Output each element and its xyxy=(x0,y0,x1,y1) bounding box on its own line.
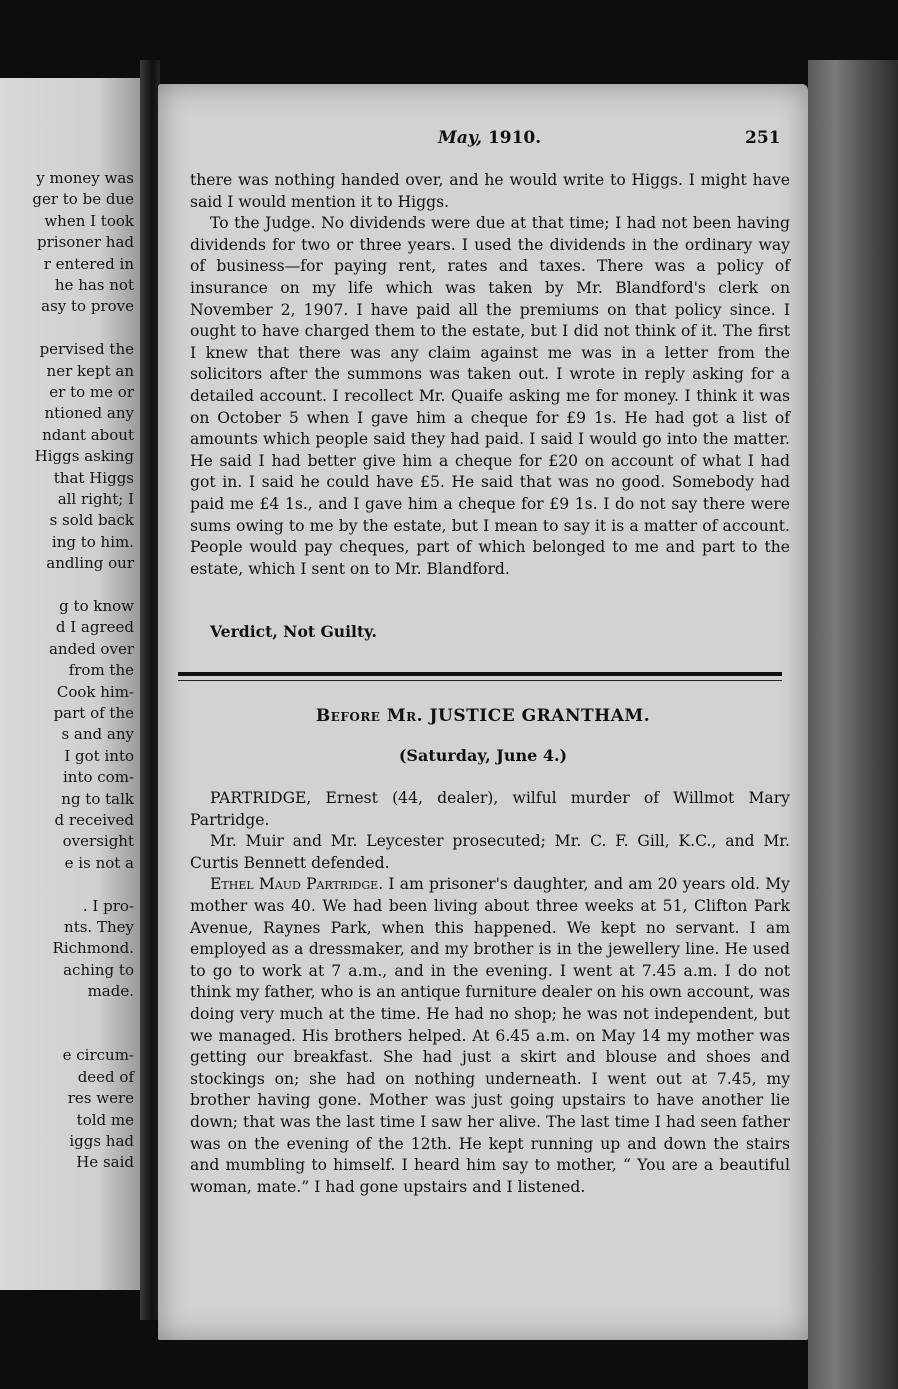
left-page-line: from the xyxy=(68,661,134,680)
left-page-line: iggs had xyxy=(69,1132,134,1150)
left-page-line: e is not a xyxy=(64,853,134,872)
left-page-line: res were xyxy=(67,1089,134,1108)
book-gutter xyxy=(140,60,160,1320)
left-page-line: told me xyxy=(76,1110,134,1129)
left-page-line: he has not xyxy=(54,276,134,294)
left-page-line: Higgs asking xyxy=(34,447,134,466)
left-page-line: prisoner had xyxy=(37,233,134,252)
left-page-line: s and any xyxy=(61,725,134,744)
left-page-line: ndant about xyxy=(42,425,134,444)
left-page-line: ner kept an xyxy=(46,361,134,380)
witness-testimony: Ethel Maud Partridge. I am prisoner's daughter, and am 20 years old. My mother was 40. We had been living about three weeks at 51, Clifton Park Avenue, Raynes Park, when this happened. We kept no servant. I am employed as a dressmaker, and my brother is in the jewellery line. He used to go to work at 7 a.m., and in the evening. I went at 7.45 a.m. I do not think my father, who is an antique furniture dealer on his own account, was doing very much at the time. He had no shop; he was not independent, but we managed. His brothers helped. At 6.45 a.m. on May 14 my mother was getting our breakfast. She had just a skirt and blouse and shoes and stockings on; she had on nothing underneath. I went out at 7.45, my brother having gone. Mother was just going upstairs to have another lie down; that was the last time I saw her alive. The last time I had seen father was on the evening of the 12th. He kept running up and down the stairs and mumbling to himself. I heard him say to mother, “ You are a beautiful woman, mate.” I had gone upstairs and I listened. xyxy=(190,875,790,1196)
left-page-line: nts. They xyxy=(64,918,134,936)
left-page-line: asy to prove xyxy=(41,297,134,316)
left-page-line: er to me or xyxy=(49,383,134,401)
counsel-line: Mr. Muir and Mr. Leycester prosecuted; Mr. C. F. Gill, K.C., and Mr. Curtis Bennett defended. xyxy=(190,832,790,872)
left-page-line: ng to talk xyxy=(61,789,134,808)
testimony-continued xyxy=(190,170,790,580)
left-page-line: andling our xyxy=(46,554,134,573)
verdict: Verdict, Not Guilty. xyxy=(210,622,377,641)
left-page-fragment xyxy=(0,78,140,1290)
left-page-line: aching to xyxy=(63,960,134,979)
header-date: May, 1910. xyxy=(438,128,542,148)
left-page-line: into com- xyxy=(62,768,134,787)
section-divider-thin xyxy=(178,680,782,681)
left-page-line: ger to be due xyxy=(32,190,134,209)
page-number: 251 xyxy=(745,128,781,148)
left-page-line: made. xyxy=(87,982,134,1001)
case-caption: PARTRIDGE, Ernest (44, dealer), wilful murder of Willmot Mary Partridge. xyxy=(190,789,790,829)
left-page-line: He said xyxy=(76,1153,134,1172)
left-page-line: all right; I xyxy=(57,490,134,508)
left-page-line: r entered in xyxy=(43,254,134,273)
left-page-line: y money was xyxy=(36,169,134,187)
left-page-line: Richmond. xyxy=(52,939,134,958)
left-page-line: d received xyxy=(54,811,134,829)
section-divider xyxy=(178,672,782,676)
left-page-line: ntioned any xyxy=(44,404,134,423)
left-page-line: part of the xyxy=(53,704,134,722)
section-heading: Before Mr. JUSTICE GRANTHAM. xyxy=(315,706,651,726)
paragraph: To the Judge. No dividends were due at that time; I had not been having dividends for two or three years. I used the dividends in the ordinary way of business—for paying rent, rates and taxes. There was a policy of insurance on my life which was taken by Mr. Blandford's clerk on November 2, 1907. I have paid all the premiums on that policy since. I ought to have charged them to the estate, but I did not think of it. The first I knew that there was any claim against me was in a letter from the solicitors after the summons was taken out. I wrote in reply asking for a detailed account. I recollect Mr. Quaife asking me for money. I think it was on October 5 when I gave him a cheque for £9 1s. He had got a list of amounts which people said they had paid. I said I would go into the matter. He said I had better give him a cheque for £20 on account of what I had got in. I said he could have £5. He said that was no good. Somebody had paid me £4 1s., and I gave him a cheque for £9 1s. I do not say there were sums owing to me by the estate, but I mean to say it is a matter of account. People would pay cheques, part of which belonged to me and part to the estate, which I sent on to Mr. Blandford. xyxy=(190,214,790,578)
left-page-line: anded over xyxy=(48,639,134,658)
left-page-line: I got into xyxy=(64,746,134,765)
left-page-line: g to know xyxy=(59,597,134,615)
witness-name: Ethel Maud Partridge. xyxy=(210,875,384,894)
left-page-line: deed of xyxy=(77,1067,134,1086)
left-page-line: ing to him. xyxy=(51,532,134,551)
left-page-line: oversight xyxy=(62,832,134,851)
left-page-line: e circum- xyxy=(62,1046,134,1065)
section-date: (Saturday, June 4.) xyxy=(398,746,568,765)
left-page-line: Cook him- xyxy=(56,682,134,701)
page-edge-shadow xyxy=(808,60,898,1389)
paragraph: there was nothing handed over, and he would write to Higgs. I might have said I would mention it to Higgs. xyxy=(190,171,790,211)
left-page-line: pervised the xyxy=(39,340,134,359)
left-page-line: that Higgs xyxy=(53,468,134,487)
left-page-line: when I took xyxy=(44,211,134,230)
left-page-line: . I pro- xyxy=(82,896,134,915)
left-page-line: d I agreed xyxy=(55,618,134,637)
running-header xyxy=(158,128,808,152)
case-text xyxy=(190,788,790,1198)
left-page-line: s sold back xyxy=(49,511,134,530)
